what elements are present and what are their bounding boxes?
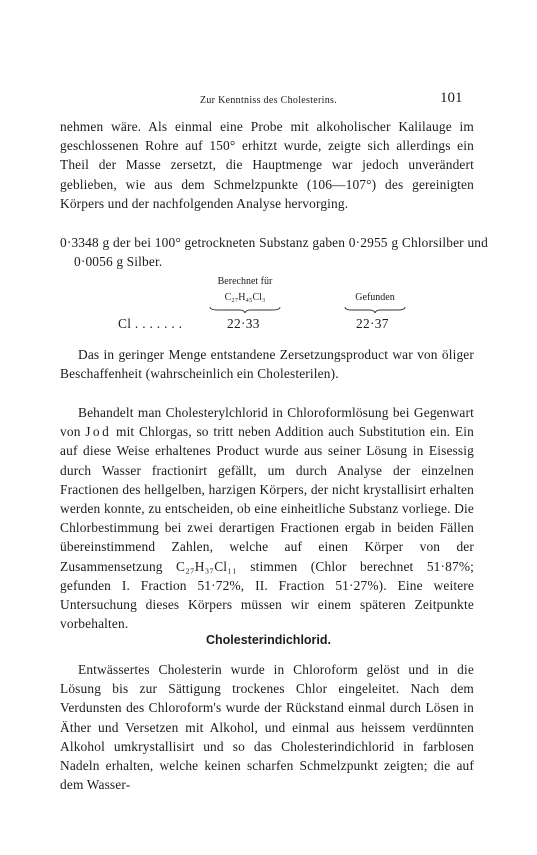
section-heading: Cholesterindichlorid. — [205, 633, 331, 647]
row-label: Cl . . . . . . . — [118, 316, 183, 331]
paragraph-5: Entwässertes Cholesterin wurde in Chloroform gelöst und in die Lösung bis zur Sättigung trockenes Chlor eingeleitet. Nach dem Verdunsten des Chloroform's wurde der Rückstand einmal durch Lösen in Äther und Versetzen mit Alkohol, und einmal aus heissem verdünnten Alkohol umkrystallisirt und so das Cholesterindichlorid in farblosen Nadeln erhalten, welche keinen scharfen Schmelzpunkt zeigten; die auf dem Wasser- — [60, 662, 474, 793]
found-label: Gefunden — [355, 292, 395, 303]
paragraph-4-part1: Behandelt man Cholesterylchlorid in Chloroformlösung bei Gegenwart von — [60, 405, 474, 440]
paragraph-3: Das in geringer Menge entstandene Zersetzungsproduct war von öliger Beschaffenheit (wahrscheinlich ein Cholesterilen). — [60, 347, 474, 382]
running-title: Zur Kenntniss des Cholesterins. — [199, 95, 338, 106]
emphasized-name: Jod — [85, 424, 112, 440]
paragraph-4-part2: mit Chlorgas, so tritt neben Addition auch Substitution ein. Ein auf diese Weise erhaltenes Product wurde aus seiner Lösung in Eisessig durch Wasser fractionirt gefällt, um durch Analyse der einzelnen Fractionen des hellgelben, harzigen Körpers, der nicht krystallisirt erhalten werden konnte, zu entscheiden, ob eine einheitliche Substanz vorliege. Die Chlorbestimmung bei zwei derartigen Fractionen ergab in beiden Fällen übereinstimmend Zahlen, welche auf einen Körper von der Zusammensetzung C₂₇H₃₇Cl₁₁ stimmen (Chlor berechnet 51·87%; gefunden I. Fraction 51·72%, II. Fraction 51·27%). Eine weitere Untersuchung dieses Körpers müssen wir einem späteren Zeitpunkte vorbehalten. — [60, 424, 474, 632]
calc-brace — [208, 305, 282, 313]
calc-label: Berechnet für — [217, 276, 273, 287]
found-brace — [343, 305, 407, 313]
paragraph-1: nehmen wäre. Als einmal eine Probe mit alkoholischer Kalilauge im geschlossenen Rohre auf 150° erhitzt wurde, zeigte sich allerdings ein Theil der Masse zersetzt, die Hauptmenge war jedoch unverändert geblieben, wie aus dem Schmelzpunkte (106—107°) des gereinigten Körpers und der nachfolgenden Analyse hervorging. — [60, 119, 474, 211]
calc-formula: C₂₇H₄₅Cl₃ — [224, 292, 266, 303]
calc-value: 22·33 — [227, 316, 260, 331]
page-number: 101 — [440, 90, 463, 106]
paragraph-4 — [60, 403, 474, 633]
paragraph-2: 0·3348 g der bei 100° getrockneten Substanz gaben 0·2955 g Chlorsilber und 0·0056 g Silber. — [60, 235, 488, 270]
found-value: 22·37 — [356, 316, 389, 331]
